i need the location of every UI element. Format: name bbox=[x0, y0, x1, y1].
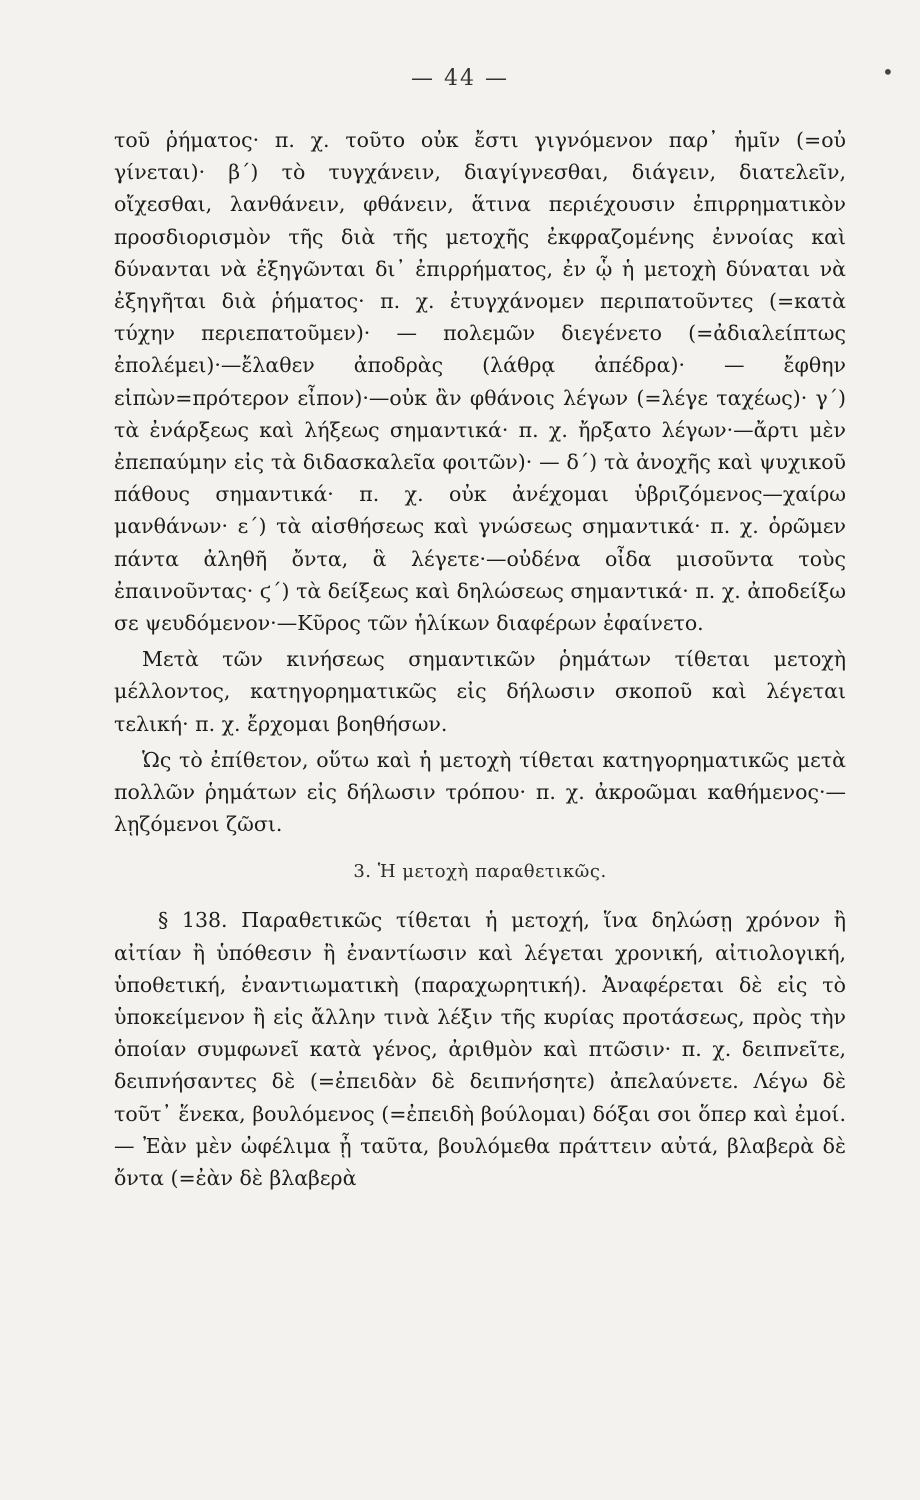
page-body bbox=[114, 124, 846, 1194]
page-number: — 44 — bbox=[411, 66, 509, 91]
section-138-paragraph: § 138. Παραθετικῶς τίθεται ἡ μετοχή, ἵνα δηλώσῃ χρόνον ἢ αἰτίαν ἢ ὑπόθεσιν ἢ ἐναντίωσιν καὶ λέγεται χρονική, αἰτιολογική, ὑποθετική, ἐναντιωματικὴ (παραχωρητική). Ἀναφέρεται δὲ εἰς τὸ ὑποκείμενον ἢ εἰς ἄλλην τινὰ λέξιν τῆς κυρίας προτάσεως, πρὸς τὴν ὁποίαν συμφωνεῖ κατὰ γένος, ἀριθμὸν καὶ πτῶσιν· π. χ. δειπνεῖτε, δειπνήσαντες δὲ (=ἐπειδὰν δὲ δειπνήσητε) ἀπελαύνετε. Λέγω δὲ τοῦτ᾽ ἕνεκα, βουλόμενος (=ἐπειδὴ βούλομαι) δόξαι σοι ὅπερ καὶ ἐμοί. — Ἐὰν μὲν ὠφέλιμα ᾖ ταῦτα, βουλόμεθα πράττειν αὐτά, βλαβερὰ δὲ ὄντα (=ἐὰν δὲ βλαβερὰ bbox=[114, 908, 846, 1191]
corner-mark: • bbox=[882, 60, 894, 84]
final-participle-paragraph: Μετὰ τῶν κινήσεως σημαντικῶν ῥημάτων τίθεται μετοχὴ μέλλοντος, κατηγορηματικῶς εἰς δήλωσιν σκοποῦ καὶ λέγεται τελική· π. χ. ἔρχομαι βοηθήσων. bbox=[114, 647, 846, 736]
continuation-paragraph: τοῦ ῥήματος· π. χ. τοῦτο οὐκ ἔστι γιγνόμενον παρ᾽ ἡμῖν (=οὐ γίνεται)· β΄) τὸ τυγχάνειν, διαγίγνεσθαι, διάγειν, διατελεῖν, οἴχεσθαι, λανθάνειν, φθάνειν, ἅτινα περιέχουσιν ἐπιρρηματικὸν προσδιορισμὸν τῆς διὰ τῆς μετοχῆς ἐκφραζομένης ἐννοίας καὶ δύνανται νὰ ἐξηγῶνται δι᾽ ἐπιρρήματος, ἐν ᾧ ἡ μετοχὴ δύναται νὰ ἐξηγῆται διὰ ῥήματος· π. χ. ἐτυγχάνομεν περιπατοῦντες (=κατὰ τύχην περιεπατοῦμεν)· — πολεμῶν διεγένετο (=ἀδιαλείπτως ἐπολέμει)·—ἔλαθεν ἀποδρὰς (λάθρᾳ ἀπέδρα)· — ἔφθην εἰπὼν=πρότερον εἶπον)·—οὐκ ἂν φθάνοις λέγων (=λέγε ταχέως)· γ΄) τὰ ἐνάρξεως καὶ λήξεως σημαντικά· π. χ. ἤρξατο λέγων·—ἄρτι μὲν ἐπεπαύμην εἰς τὰ διδασκαλεῖα φοιτῶν)· — δ΄) τὰ ἀνοχῆς καὶ ψυχικοῦ πάθους σημαντικά· π. χ. οὐκ ἀνέχομαι ὑβριζόμενος—χαίρω μανθάνων· ε΄) τὰ αἰσθήσεως καὶ γνώσεως σημαντικά· π. χ. ὁρῶμεν πάντα ἀληθῆ ὄντα, ἃ λέγετε·—οὐδένα οἶδα μισοῦντα τοὺς ἐπαινοῦντας· ϛ΄) τὰ δείξεως καὶ δηλώσεως σημαντικά· π. χ. ἀποδείξω σε ψευδόμενον·—Κῦρος τῶν ἡλίκων διαφέρων ἐφαίνετο. bbox=[114, 128, 846, 636]
manner-participle-paragraph: Ὡς τὸ ἐπίθετον, οὕτω καὶ ἡ μετοχὴ τίθεται κατηγορηματικῶς μετὰ πολλῶν ῥημάτων εἰς δήλωσιν τρόπου· π. χ. ἀκροῶμαι καθήμενος·—λῃζόμενοι ζῶσι. bbox=[114, 747, 846, 837]
section-subheading: 3. Ἡ μετοχὴ παραθετικῶς. bbox=[353, 861, 607, 883]
